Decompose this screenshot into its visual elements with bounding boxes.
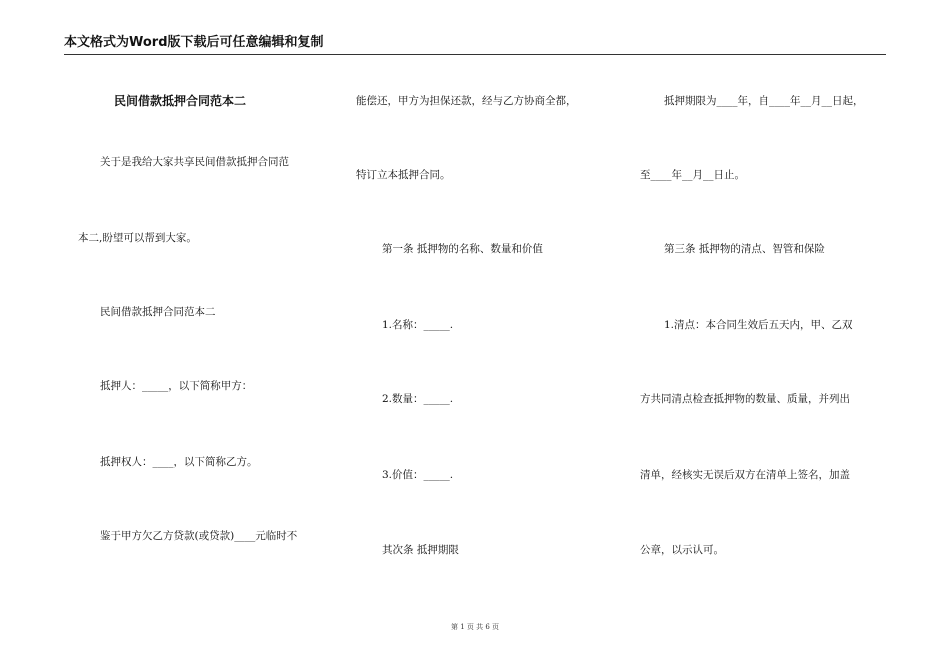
paragraph-line: 能偿还，甲方为担保还款，经与乙方协商全都，: [356, 95, 577, 107]
paragraph-line: 鉴于甲方欠乙方贷款(或贷款)____元临时不: [100, 530, 298, 542]
paragraph-line: 方共同清点检查抵押物的数量、质量，并列出: [640, 393, 850, 405]
text-column-1: [64, 0, 314, 672]
paragraph-line: 抵押期限为____年，自____年__月__日起，: [664, 95, 864, 107]
page-number-footer: 第 1 页 共 6 页: [450, 623, 500, 631]
paragraph-line: 特订立本抵押合同。: [356, 169, 451, 181]
text-column-3: [638, 0, 888, 672]
paragraph-line: 3.价值：_____.: [382, 469, 454, 481]
section-heading: 第三条 抵押物的清点、智管和保险: [664, 243, 825, 255]
document-title: 民间借款抵押合同范本二: [114, 94, 247, 108]
section-heading: 第一条 抵押物的名称、数量和价值: [382, 243, 543, 255]
paragraph-line: 关于是我给大家共享民间借款抵押合同范: [100, 156, 289, 168]
paragraph-line: 清单，经核实无误后双方在清单上签名，加盖: [640, 469, 850, 481]
paragraph-line: 抵押权人：____，以下简称乙方。: [100, 456, 258, 468]
paragraph-line: 2.数量：_____.: [382, 393, 454, 405]
paragraph-line: 至____年__月__日止。: [640, 169, 745, 181]
text-column-2: [356, 0, 606, 672]
section-heading: 其次条 抵押期限: [382, 544, 459, 556]
header-note: 本文格式为Word版下载后可任意编辑和复制: [64, 35, 324, 50]
paragraph-line: 公章，以示认可。: [640, 544, 724, 556]
paragraph-line: 1.清点：本合同生效后五天内，甲、乙双: [664, 319, 853, 331]
paragraph-line: 抵押人：_____，以下简称甲方：: [100, 380, 253, 392]
paragraph-line: 本二,盼望可以帮到大家。: [78, 232, 197, 244]
paragraph-line: 1.名称：_____.: [382, 319, 454, 331]
subtitle-line: 民间借款抵押合同范本二: [100, 306, 216, 318]
